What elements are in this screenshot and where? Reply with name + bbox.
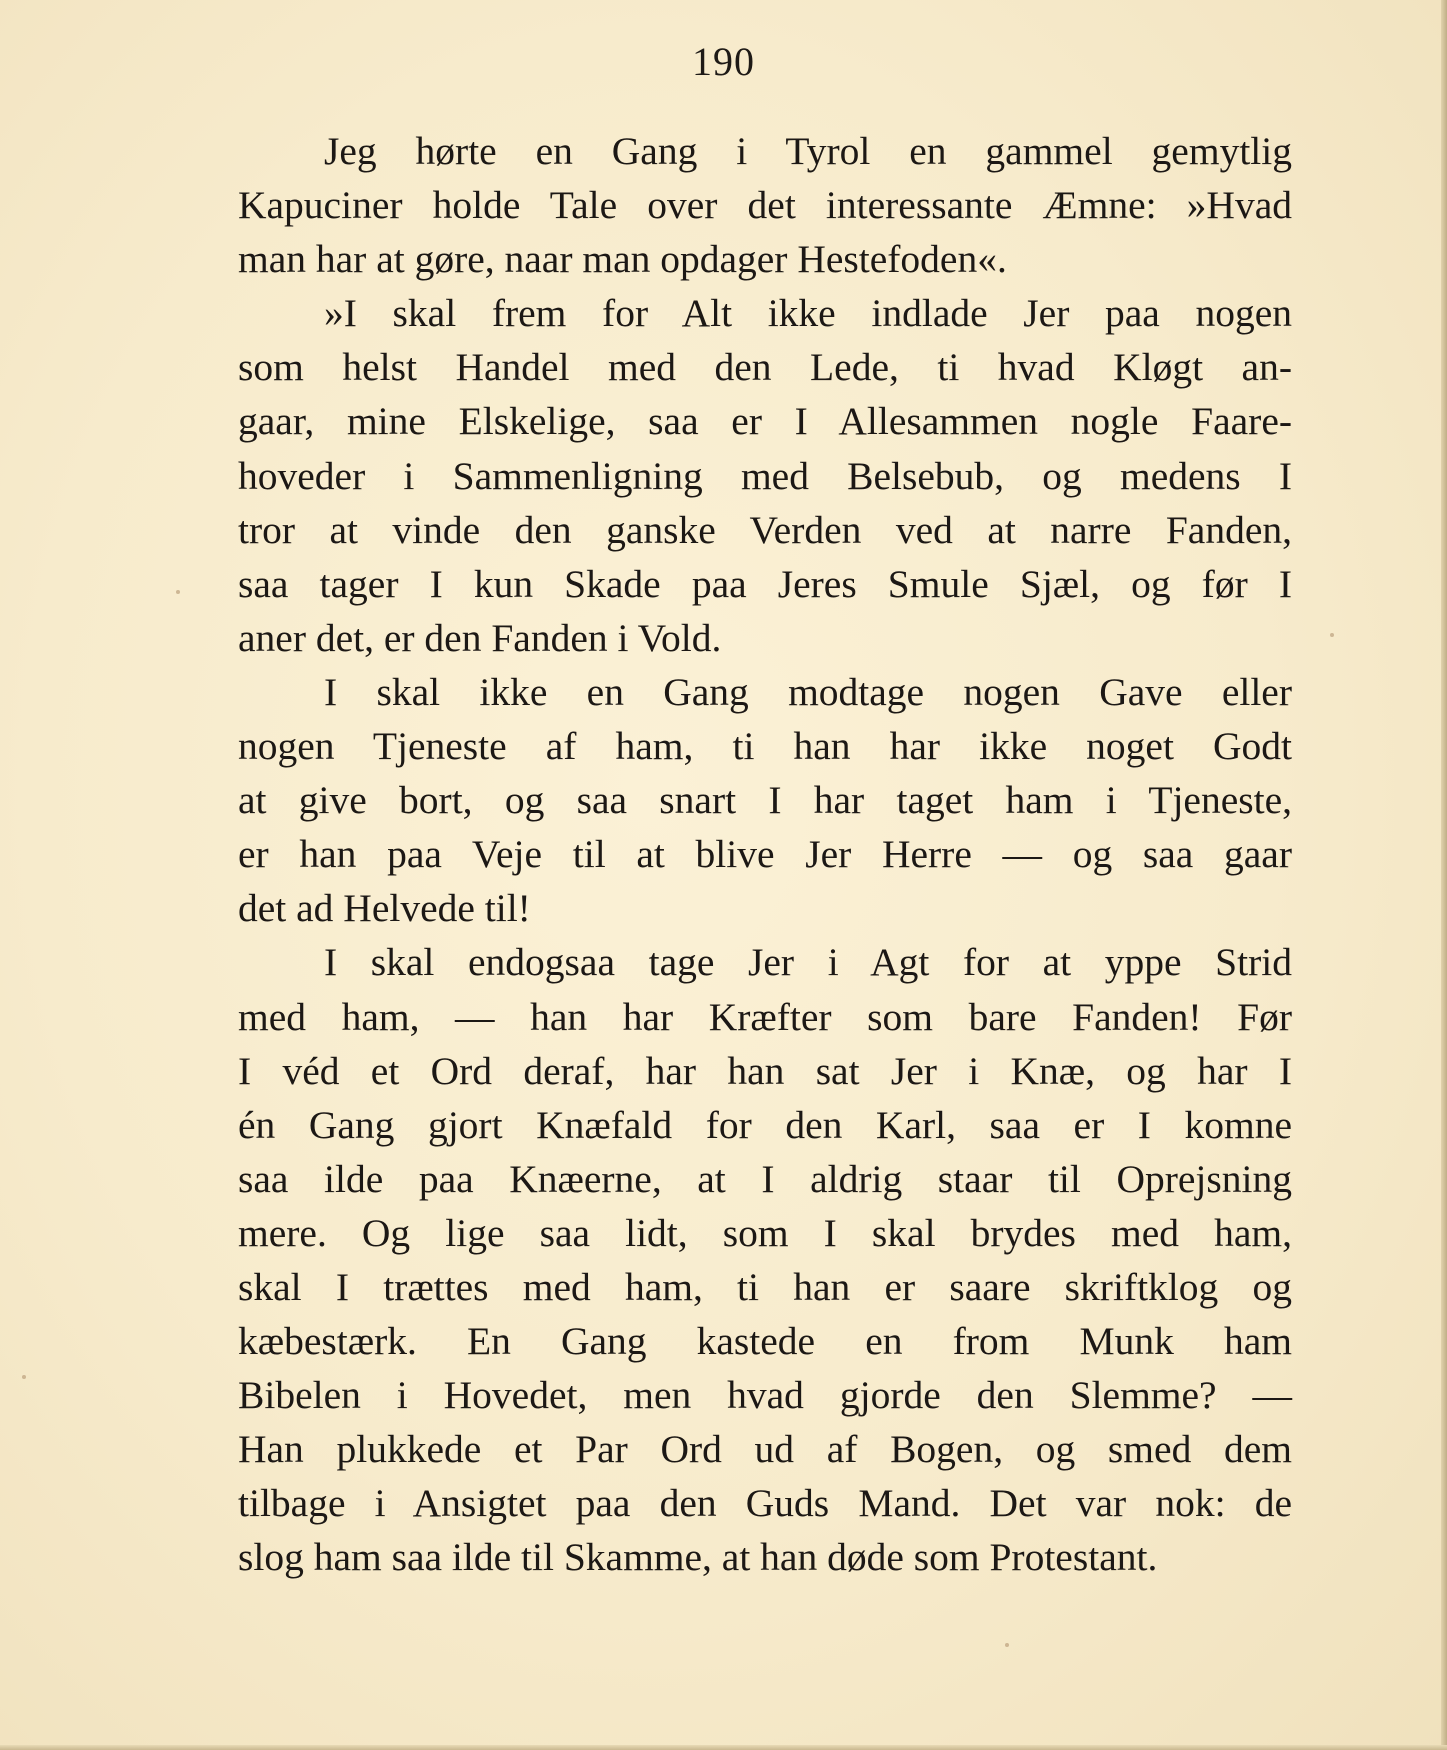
text-line: man har at gøre, naar man opdager Hestefoden«.: [238, 237, 1007, 282]
paragraph: [238, 124, 1292, 286]
text-line: Bibelen i Hovedet, men hvad gjorde den Slemme? —: [238, 1373, 1292, 1418]
page-edge-bottom: [0, 1745, 1447, 1750]
text-line: Han plukkede et Par Ord ud af Bogen, og smed dem: [238, 1427, 1292, 1472]
text-line: gaar, mine Elskelige, saa er I Allesammen nogle Faare-: [238, 399, 1292, 444]
text-line: I skal endogsaa tage Jer i Agt for at yppe Strid: [324, 940, 1292, 985]
body-text: [238, 124, 1292, 1585]
text-line: saa ilde paa Knæerne, at I aldrig staar til Oprejsning: [238, 1156, 1292, 1201]
text-line: det ad Helvede til!: [238, 886, 531, 931]
text-line: som helst Handel med den Lede, ti hvad Kløgt an-: [238, 345, 1292, 390]
text-line: hoveder i Sammenligning med Belsebub, og medens I: [238, 453, 1292, 498]
text-line: tilbage i Ansigtet paa den Guds Mand. Det var nok: de: [238, 1481, 1292, 1526]
text-line: Kapuciner holde Tale over det interessante Æmne: »Hvad: [238, 183, 1292, 228]
paragraph: [238, 665, 1292, 935]
page-number: 190: [692, 39, 755, 84]
text-line: med ham, — han har Kræfter som bare Fanden! Før: [238, 994, 1292, 1039]
text-line: I véd et Ord deraf, har han sat Jer i Knæ, og har I: [238, 1048, 1292, 1093]
text-line: mere. Og lige saa lidt, som I skal brydes med ham,: [238, 1210, 1292, 1255]
page-edge-right: [1441, 0, 1447, 1750]
paper-speck: [176, 590, 180, 594]
paragraph: [238, 286, 1292, 665]
text-line: én Gang gjort Knæfald for den Karl, saa er I komne: [238, 1102, 1292, 1147]
text-line: saa tager I kun Skade paa Jeres Smule Sjæl, og før I: [238, 561, 1292, 606]
text-line: skal I trættes med ham, ti han er saare skriftklog og: [238, 1264, 1292, 1309]
paper-speck: [1005, 1643, 1009, 1647]
paper-speck: [22, 1375, 26, 1379]
paper-speck: [1330, 633, 1334, 637]
text-line: I skal ikke en Gang modtage nogen Gave eller: [324, 669, 1292, 714]
text-line: nogen Tjeneste af ham, ti han har ikke noget Godt: [238, 724, 1292, 769]
text-line: kæbestærk. En Gang kastede en from Munk ham: [238, 1319, 1292, 1364]
text-line: »I skal frem for Alt ikke indlade Jer paa nogen: [324, 291, 1292, 336]
paragraph: [238, 935, 1292, 1584]
text-line: slog ham saa ilde til Skamme, at han døde som Protestant.: [238, 1535, 1158, 1580]
text-line: Jeg hørte en Gang i Tyrol en gammel gemytlig: [324, 129, 1292, 173]
text-line: er han paa Veje til at blive Jer Herre — og saa gaar: [238, 832, 1292, 877]
text-line: tror at vinde den ganske Verden ved at narre Fanden,: [238, 507, 1292, 552]
text-line: at give bort, og saa snart I har taget ham i Tjeneste,: [238, 778, 1292, 823]
text-line: aner det, er den Fanden i Vold.: [238, 615, 722, 660]
